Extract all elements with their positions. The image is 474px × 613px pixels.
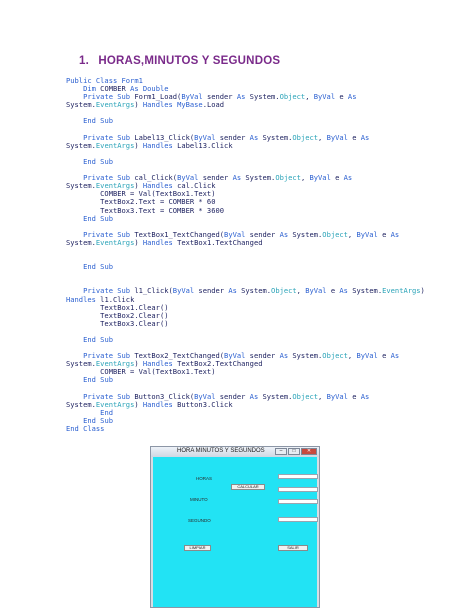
code-type: EventArgs (95, 237, 135, 247)
code-line (66, 263, 425, 271)
code-keyword: ByVal (224, 351, 246, 361)
code-text: .Load (202, 100, 225, 110)
code-keyword: As (249, 132, 259, 142)
code-text: TextBox2.Clear() (66, 310, 169, 320)
code-listing (66, 77, 425, 433)
code-line (66, 401, 425, 409)
textbox-extra[interactable] (278, 487, 318, 492)
section-heading (79, 55, 280, 67)
code-keyword: ByVal (177, 173, 199, 183)
code-text: cal.Click (172, 181, 216, 191)
code-text: COMBER = Val(TextBox1.Text) (66, 189, 216, 199)
code-line (66, 376, 425, 384)
code-keyword: MyBase (177, 100, 203, 110)
code-keyword: End Sub (83, 375, 113, 385)
code-keyword: ByVal (326, 132, 348, 142)
code-type: Object (271, 286, 297, 296)
code-text: ) (134, 140, 143, 150)
code-type: Object (322, 351, 348, 361)
code-keyword: End Sub (83, 213, 113, 223)
code-keyword: Private Sub (83, 391, 131, 401)
code-line (66, 320, 425, 328)
code-text: TextBox1.Clear() (66, 302, 169, 312)
code-line (66, 271, 425, 279)
code-text: System. (241, 173, 276, 183)
code-text: Label13_Click( (130, 132, 195, 142)
code-keyword: Handles (142, 140, 173, 150)
code-type: EventArgs (95, 140, 135, 150)
code-line (66, 109, 425, 117)
code-text: , (347, 351, 357, 361)
code-keyword: ByVal (313, 92, 336, 102)
heading-number: 1. (79, 55, 89, 67)
textbox-segundos[interactable] (278, 517, 318, 522)
code-line (66, 101, 425, 109)
form-title-bar (151, 447, 319, 457)
code-keyword: ByVal (305, 286, 327, 296)
code-text: , (318, 391, 327, 401)
code-text: ) (134, 181, 143, 191)
code-keyword: Private Sub (83, 286, 131, 296)
code-text (66, 157, 83, 166)
code-text: System. (258, 132, 293, 142)
code-text: System. (66, 399, 96, 409)
code-text: System. (66, 181, 96, 191)
code-type: Object (279, 92, 306, 102)
code-keyword: As (343, 173, 353, 183)
code-keyword: End Sub (83, 116, 113, 126)
code-text: , (318, 132, 327, 142)
code-keyword: ByVal (194, 391, 216, 401)
code-text: COMBER = Val(TextBox1.Text) (66, 367, 216, 377)
code-text: e (330, 173, 344, 183)
code-keyword: Private Sub (83, 132, 131, 142)
code-text: TextBox2.TextChanged (172, 359, 263, 369)
code-text: System. (66, 237, 96, 247)
code-keyword: End Sub (83, 415, 113, 425)
code-text: , (300, 173, 310, 183)
code-text: sender (202, 92, 237, 102)
form-client-area (153, 457, 317, 607)
code-text: Label13.Click (172, 140, 233, 150)
code-text: Form1_Load( (130, 92, 182, 102)
code-keyword: End Class (66, 424, 105, 434)
code-text: System. (347, 286, 383, 296)
maximize-icon[interactable]: □ (288, 448, 300, 455)
limpiar-button[interactable]: LIMPIAR (184, 545, 211, 551)
code-text: System. (236, 286, 272, 296)
code-text: sender (245, 351, 280, 361)
code-text: COMBER (95, 84, 131, 94)
code-line (66, 142, 425, 150)
code-text (66, 262, 83, 271)
code-keyword: Private Sub (83, 229, 131, 239)
code-keyword: Private Sub (83, 173, 131, 183)
code-type: EventArgs (382, 286, 421, 296)
code-text: , (296, 286, 306, 296)
heading-text: HORAS,MINUTOS Y SEGUNDOS (98, 55, 281, 67)
code-keyword: As (279, 229, 289, 239)
code-keyword: As (347, 92, 357, 102)
code-type: Object (322, 229, 348, 239)
code-text: ) (134, 237, 143, 247)
code-keyword: Handles (142, 181, 173, 191)
code-text: System. (288, 229, 323, 239)
code-keyword: Public Class Form1 (66, 76, 143, 85)
code-text: TextBox3.Text = COMBER * 3600 (66, 205, 225, 215)
code-text (66, 375, 83, 384)
code-text: ) (134, 399, 143, 409)
code-keyword: As (390, 351, 400, 361)
code-text: TextBox1_TextChanged( (130, 229, 225, 239)
code-type: EventArgs (95, 359, 135, 369)
form-window-screenshot (150, 446, 320, 608)
code-text: cal_Click( (130, 173, 178, 183)
code-text: , (305, 92, 314, 102)
code-line (66, 336, 425, 344)
code-keyword: ByVal (224, 229, 246, 239)
code-text: TextBox2_TextChanged( (130, 351, 225, 361)
code-text: ) (134, 100, 143, 110)
code-line (66, 239, 425, 247)
textbox-horas[interactable] (278, 474, 318, 479)
code-text: sender (198, 173, 233, 183)
code-line (66, 117, 425, 125)
code-text: e (377, 351, 391, 361)
code-line (66, 215, 425, 223)
calcular-button[interactable]: CALCULAR (231, 484, 265, 490)
code-keyword: As (249, 391, 259, 401)
code-keyword: ByVal (309, 173, 331, 183)
code-line (66, 247, 425, 255)
code-keyword: ByVal (356, 229, 378, 239)
code-line (66, 417, 425, 425)
code-text: ) (420, 286, 425, 296)
code-keyword: ByVal (356, 351, 378, 361)
code-text: TextBox3.Clear() (66, 318, 169, 328)
code-keyword: Handles (66, 294, 96, 304)
code-type: EventArgs (95, 100, 135, 110)
code-keyword: As Double (130, 84, 169, 94)
code-keyword: Handles (142, 359, 173, 369)
code-keyword: ByVal (172, 286, 195, 296)
code-keyword: As (228, 286, 237, 296)
code-line (66, 409, 425, 417)
code-text: sender (245, 229, 280, 239)
code-line (66, 150, 425, 158)
code-text: sender (215, 391, 250, 401)
code-keyword: ByVal (181, 92, 203, 102)
code-line (66, 158, 425, 166)
code-keyword: ByVal (326, 391, 348, 401)
code-keyword: As (279, 351, 289, 361)
code-text: System. (245, 92, 280, 102)
code-text: l1.Click (95, 294, 135, 304)
code-keyword: Handles (142, 237, 173, 247)
code-type: Object (275, 173, 301, 183)
code-keyword: As (339, 286, 348, 296)
code-keyword: End Sub (83, 262, 113, 272)
minimize-icon[interactable]: – (275, 448, 287, 455)
label-minutos: MINUTO (190, 497, 208, 502)
code-keyword: Dim (83, 84, 96, 94)
textbox-minutos[interactable] (278, 499, 318, 504)
code-text: e (326, 286, 340, 296)
code-text: sender (215, 132, 250, 142)
code-keyword: As (360, 132, 370, 142)
code-text: ) (134, 359, 143, 369)
code-line (66, 207, 425, 215)
code-keyword: End Sub (83, 156, 113, 166)
code-keyword: As (232, 173, 242, 183)
code-keyword: Private Sub (83, 92, 131, 102)
code-text: Button3_Click( (130, 391, 195, 401)
code-text: System. (66, 359, 96, 369)
code-keyword: End (100, 407, 113, 417)
code-type: EventArgs (95, 399, 135, 409)
code-text (66, 214, 83, 223)
code-text: System. (66, 100, 96, 110)
code-text (66, 335, 83, 344)
code-text: TextBox1.TextChanged (172, 237, 263, 247)
form-title: HORA MINUTOS Y SEGUNDOS (177, 448, 265, 454)
code-text: e (377, 229, 391, 239)
code-text: , (347, 229, 357, 239)
code-text: TextBox2.Text = COMBER * 60 (66, 197, 216, 207)
code-text: e (347, 391, 361, 401)
code-type: EventArgs (95, 181, 135, 191)
salir-button[interactable]: SALIR (278, 545, 308, 551)
close-icon[interactable]: ✕ (301, 448, 317, 455)
code-text: Button3.Click (172, 399, 233, 409)
code-keyword: Handles (142, 100, 173, 110)
code-keyword: As (360, 391, 370, 401)
code-line (66, 425, 425, 433)
code-keyword: End Sub (83, 335, 113, 344)
code-keyword: ByVal (194, 132, 216, 142)
label-horas: HORAS (196, 476, 213, 481)
code-keyword: Handles (142, 399, 173, 409)
code-keyword: As (236, 92, 246, 102)
code-text: sender (194, 286, 229, 296)
code-text: System. (288, 351, 323, 361)
label-segundos: SEGUNDO (188, 518, 211, 523)
code-line (66, 368, 425, 376)
code-text (66, 116, 83, 125)
code-type: Object (292, 391, 319, 401)
code-text: e (347, 132, 361, 142)
code-line (66, 255, 425, 263)
code-keyword: As (390, 229, 400, 239)
code-text: System. (66, 140, 96, 150)
code-keyword: Private Sub (83, 351, 131, 361)
code-type: Object (292, 132, 319, 142)
code-text: System. (258, 391, 293, 401)
code-text: e (335, 92, 348, 102)
code-line (66, 328, 425, 336)
code-text: l1_Click( (130, 286, 173, 296)
